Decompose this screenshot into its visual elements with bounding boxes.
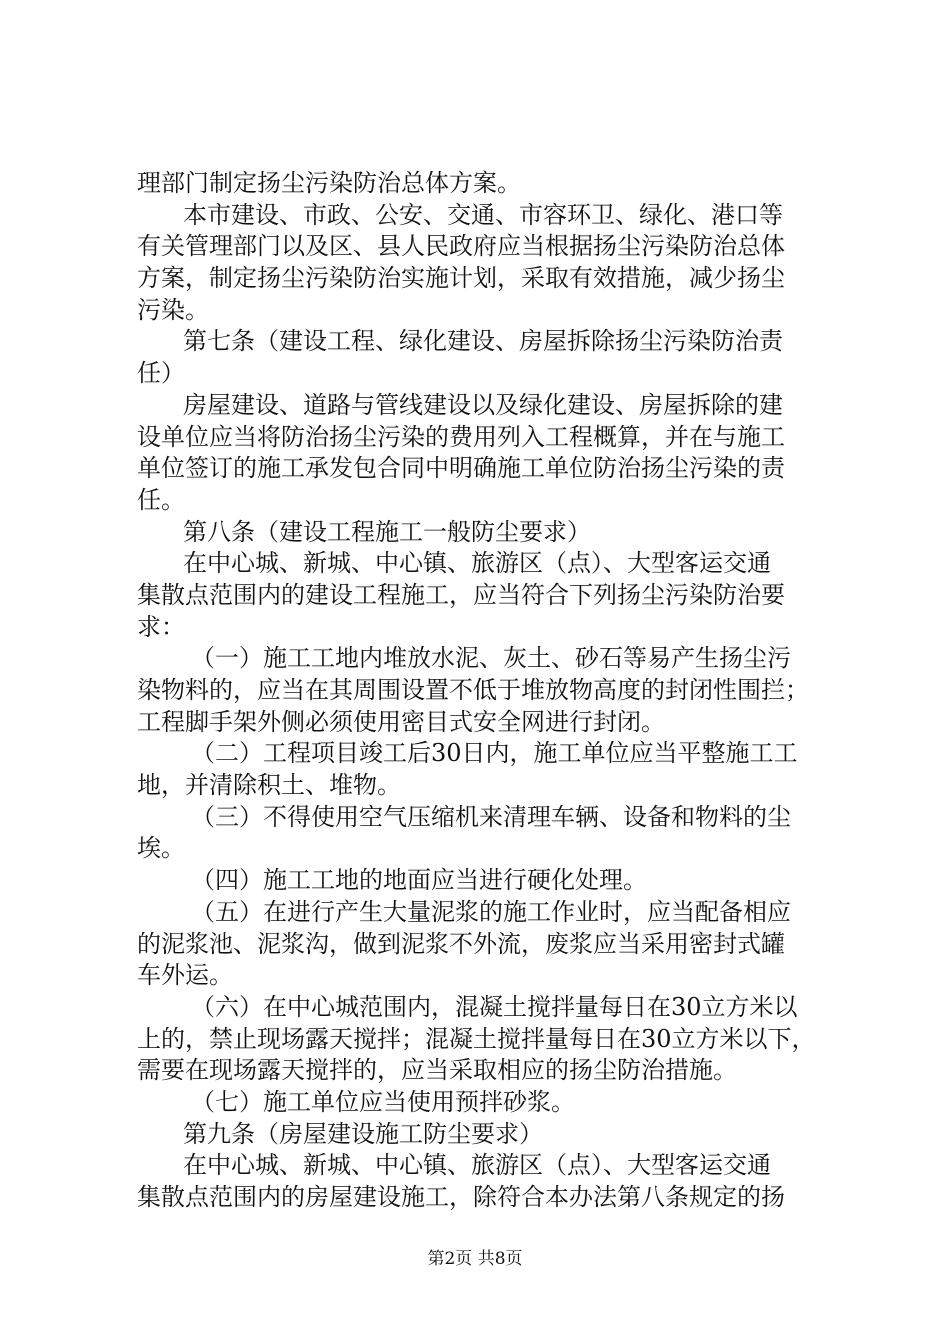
text-line: 第九条（房屋建设施工防尘要求） <box>183 1119 543 1148</box>
text-line: 在中心城、新城、中心镇、旅游区（点）、大型客运交通 <box>183 549 771 578</box>
text-line: （六）在中心城范围内，混凝土搅拌量每日在30立方米以 <box>191 992 798 1021</box>
text-line: 集散点范围内的房屋建设施工，除符合本办法第八条规定的扬 <box>137 1183 785 1211</box>
text-line: 埃。 <box>137 834 185 863</box>
text-line: 任） <box>137 359 185 388</box>
text-line: （七）施工单位应当使用预拌砂浆。 <box>191 1087 575 1116</box>
text-line: 求： <box>137 612 185 641</box>
text-line: 理部门制定扬尘污染防治总体方案。 <box>137 169 521 197</box>
text-line: （三）不得使用空气压缩机来清理车辆、设备和物料的尘 <box>191 802 791 831</box>
text-line: 地，并清除积土、堆物。 <box>137 771 401 800</box>
text-line: 有关管理部门以及区、县人民政府应当根据扬尘污染防治总体 <box>137 232 785 261</box>
text-line: 单位签订的施工承发包合同中明确施工单位防治扬尘污染的责 <box>137 454 785 483</box>
text-line: 集散点范围内的建设工程施工，应当符合下列扬尘污染防治要 <box>137 580 785 609</box>
text-line: 方案，制定扬尘污染防治实施计划，采取有效措施，减少扬尘 <box>137 264 785 293</box>
text-line: 设单位应当将防治扬尘污染的费用列入工程概算，并在与施工 <box>137 422 785 451</box>
text-line: （二）工程项目竣工后30日内，施工单位应当平整施工工 <box>191 739 798 768</box>
text-line: 第七条（建设工程、绿化建设、房屋拆除扬尘污染防治责 <box>183 327 783 356</box>
text-line: 房屋建设、道路与管线建设以及绿化建设、房屋拆除的建 <box>183 390 783 419</box>
text-line: （一）施工工地内堆放水泥、灰土、砂石等易产生扬尘污 <box>191 644 791 673</box>
text-line: 污染。 <box>137 295 209 324</box>
text-line: （四）施工工地的地面应当进行硬化处理。 <box>191 866 647 895</box>
text-line: 车外运。 <box>137 961 233 990</box>
text-line: 的泥浆池、泥浆沟，做到泥浆不外流，废浆应当采用密封式罐 <box>137 929 785 958</box>
page-footer: 第2页 共8页 <box>427 1249 523 1269</box>
text-line: 上的，禁止现场露天搅拌；混凝土搅拌量每日在30立方米以下， <box>137 1024 816 1053</box>
text-line: 染物料的，应当在其周围设置不低于堆放物高度的封闭性围拦； <box>137 676 809 704</box>
text-line: 第八条（建设工程施工一般防尘要求） <box>183 517 591 546</box>
document-body <box>137 168 837 1214</box>
text-line: 本市建设、市政、公安、交通、市容环卫、绿化、港口等 <box>183 200 783 229</box>
text-line: 工程脚手架外侧必须使用密目式安全网进行封闭。 <box>137 707 665 736</box>
text-line: 在中心城、新城、中心镇、旅游区（点）、大型客运交通 <box>183 1151 771 1180</box>
text-line: 任。 <box>137 485 185 514</box>
text-line: （五）在进行产生大量泥浆的施工作业时，应当配备相应 <box>191 897 791 926</box>
text-line: 需要在现场露天搅拌的，应当采取相应的扬尘防治措施。 <box>137 1056 737 1085</box>
